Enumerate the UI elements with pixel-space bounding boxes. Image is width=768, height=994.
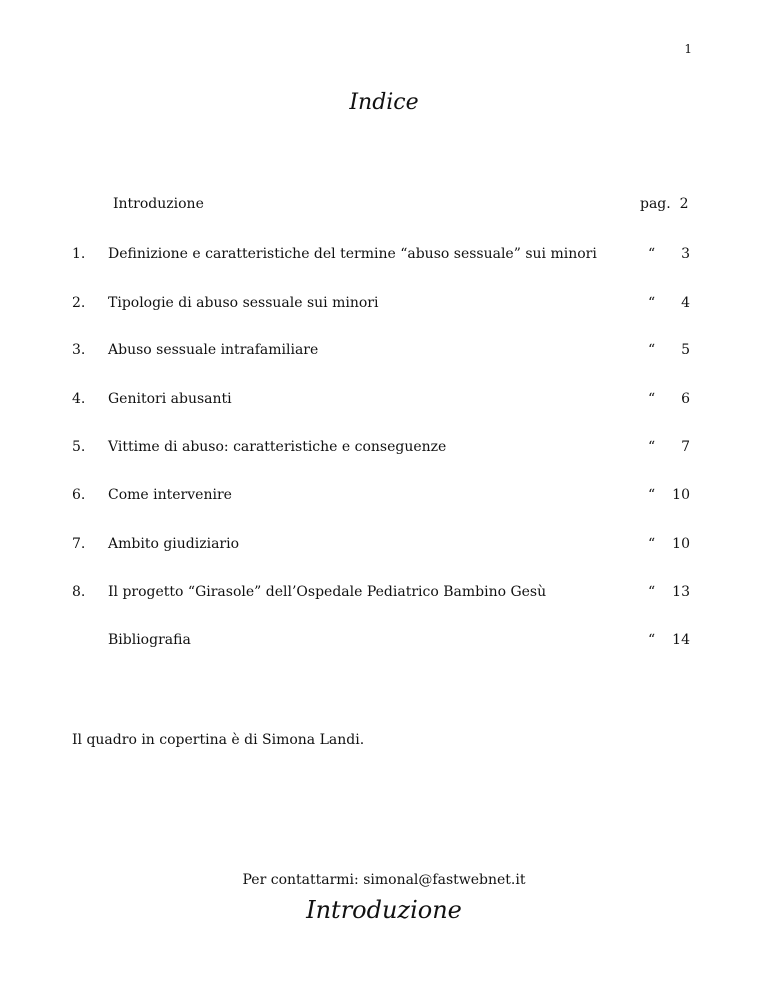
toc-entry-text: Ambito giudiziario [108, 536, 240, 552]
toc-number: 8. [72, 584, 86, 600]
toc-header-page [640, 196, 689, 212]
toc-row [0, 295, 768, 317]
toc-ditto-mark: “ [648, 584, 656, 600]
toc-page-number: 3 [681, 246, 690, 262]
toc-row [0, 342, 768, 364]
toc-number: 1. [72, 246, 86, 262]
toc-row [0, 246, 768, 268]
toc-ditto-mark: “ [648, 632, 656, 648]
toc-row [0, 632, 768, 654]
toc-header-label: Introduzione [113, 196, 204, 212]
toc-row [0, 439, 768, 461]
toc-page-number: 5 [681, 342, 690, 358]
toc-entry-text: Abuso sessuale intrafamiliare [108, 342, 319, 358]
toc-row [0, 391, 768, 413]
toc-entry-text: Vittime di abuso: caratteristiche e conseguenze [108, 439, 447, 455]
toc-page-number: 7 [681, 439, 690, 455]
toc-entry-text: Come intervenire [108, 487, 232, 503]
toc-page-number: 13 [672, 584, 690, 600]
toc-ditto-mark: “ [648, 391, 656, 407]
toc-number: 7. [72, 536, 86, 552]
toc-ditto-mark: “ [648, 536, 656, 552]
toc-page-number: 14 [672, 632, 690, 648]
toc-ditto-mark: “ [648, 342, 656, 358]
toc-number: 3. [72, 342, 86, 358]
toc-entry-text: Il progetto “Girasole” dell’Ospedale Pediatrico Bambino Gesù [108, 584, 547, 600]
toc-entry-text: Genitori abusanti [108, 391, 232, 407]
toc-ditto-mark: “ [648, 295, 656, 311]
toc-header-page-number: 2 [679, 196, 689, 212]
toc-page-number: 10 [672, 487, 690, 503]
toc-number: 2. [72, 295, 86, 311]
toc-ditto-mark: “ [648, 439, 656, 455]
toc-entry-text: Definizione e caratteristiche del termine “abuso sessuale” sui minori [108, 246, 597, 262]
toc-ditto-mark: “ [648, 487, 656, 503]
toc-page-number: 6 [681, 391, 690, 407]
toc-row [0, 536, 768, 558]
toc-row [0, 487, 768, 509]
toc-number: 4. [72, 391, 86, 407]
toc-header-page-prefix: pag. [640, 196, 671, 212]
toc-number: 5. [72, 439, 86, 455]
page-title: Indice [349, 90, 419, 115]
page-number: 1 [684, 42, 692, 56]
toc-entry-text: Bibliografia [108, 632, 191, 648]
cover-note: Il quadro in copertina è di Simona Landi. [72, 732, 365, 748]
toc-row [0, 584, 768, 606]
toc-header-row [0, 196, 768, 218]
section-title: Introduzione [306, 896, 462, 924]
toc-page-number: 10 [672, 536, 690, 552]
toc-entry-text: Tipologie di abuso sessuale sui minori [108, 295, 379, 311]
contact-line: Per contattarmi: simonal@fastwebnet.it [242, 872, 526, 888]
toc-page-number: 4 [681, 295, 690, 311]
toc-number: 6. [72, 487, 86, 503]
toc-ditto-mark: “ [648, 246, 656, 262]
